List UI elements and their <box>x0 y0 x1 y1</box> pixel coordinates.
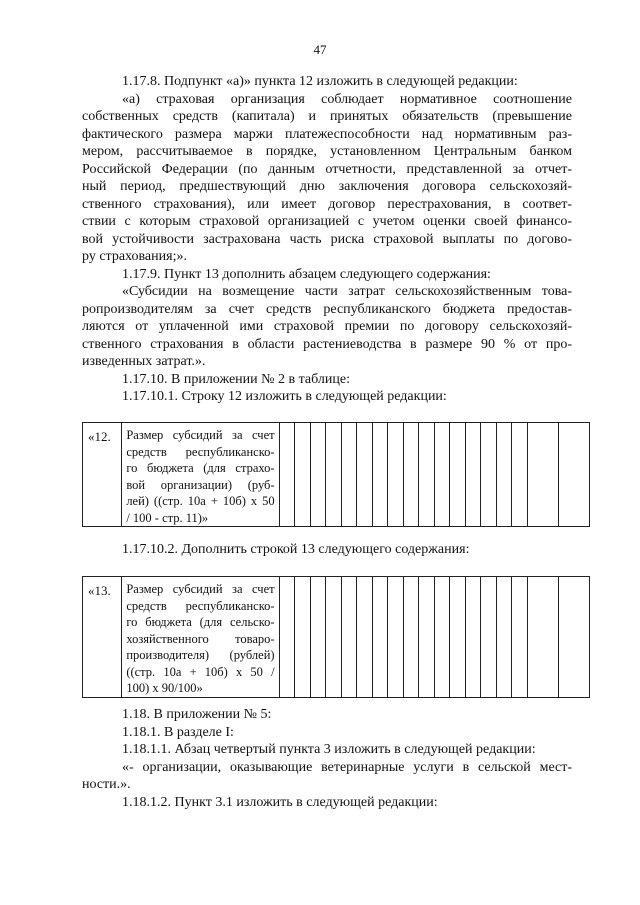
empty-cell <box>295 423 311 527</box>
text-line: ный период, предшествующий дню заключения договора сельскохозяй- <box>82 179 572 194</box>
text-line: «Субсидии на возмещение части затрат сельскохозяйственным това- <box>122 284 572 299</box>
empty-cell <box>527 577 558 698</box>
empty-cell <box>434 423 450 527</box>
empty-cell <box>558 577 589 698</box>
table-row-12 <box>82 422 590 527</box>
empty-cell <box>388 423 404 527</box>
text-line: 1.18.1.2. Пункт 3.1 изложить в следующей редакции: <box>122 794 438 810</box>
row-description-cell: Размер субсидий за счет средств республиканско- го бюджета (для сельско- хозяйственного товаро- производителя) (рублей) ((стр. 10а + 10б) х 50 / 100) х 90/100» <box>122 577 279 698</box>
text-block-1 <box>82 73 572 406</box>
text-line: 1.17.8. Подпункт «а)» пункта 12 изложить в следующей редакции: <box>122 74 518 89</box>
text-line: 1.17.10.1. Строку 12 изложить в следующей редакции: <box>122 389 447 404</box>
empty-cell <box>357 423 373 527</box>
text-line: 1.17.10.2. Дополнить строкой 13 следующего содержания: <box>122 542 470 557</box>
empty-cell <box>419 423 435 527</box>
empty-cell <box>496 423 512 527</box>
empty-cell <box>279 577 295 698</box>
empty-cell <box>341 423 357 527</box>
empty-cell <box>512 577 528 698</box>
text-block-3 <box>82 706 572 811</box>
row-number-cell: «13. <box>83 577 122 698</box>
text-line: мером, рассчитываемое в порядке, установленном Центральным банком <box>82 144 572 159</box>
row-number-cell: «12. <box>83 423 122 527</box>
empty-cell <box>558 423 589 527</box>
text-line: 1.17.10. В приложении № 2 в таблице: <box>122 371 350 387</box>
text-line: собственных средств (капитала) и принятых обязательств (превышение <box>82 109 572 124</box>
empty-cell <box>310 577 326 698</box>
text-block-2 <box>82 541 572 559</box>
empty-cell <box>403 577 419 698</box>
text-line: «а) страховая организация соблюдает нормативное соотношение <box>122 91 572 107</box>
empty-cell <box>450 577 466 698</box>
empty-cell <box>450 423 466 527</box>
empty-cell <box>496 577 512 698</box>
empty-cell <box>341 577 357 698</box>
text-line: фактического размера маржи платежеспособности над нормативным раз- <box>82 126 572 142</box>
empty-cell <box>388 577 404 698</box>
empty-cell <box>357 577 373 698</box>
text-line: изведенных затрат.». <box>82 354 206 369</box>
empty-cell <box>465 423 481 527</box>
empty-cell <box>465 577 481 698</box>
text-line: ствии с которым страховой организацией с учетом оценки своей финансо- <box>82 214 572 229</box>
text-line: вой устойчивости застрахована часть риска страховой выплаты по догово- <box>82 231 572 247</box>
text-line: 1.18. В приложении № 5: <box>122 707 272 722</box>
empty-cell <box>481 423 497 527</box>
text-line: ственного страхования в области растениеводства в размере 90 % от про- <box>82 336 572 352</box>
text-line: Российской Федерации (по данным отчетности, представленной за отчет- <box>82 161 572 177</box>
empty-cell <box>512 423 528 527</box>
text-line: ропроизводителям за счет средств республиканского бюджета предостав- <box>82 301 572 317</box>
empty-cell <box>419 577 435 698</box>
text-line: «- организации, оказывающие ветеринарные услуги в сельской мест- <box>122 759 572 775</box>
page-number: 47 <box>313 42 327 57</box>
empty-cell <box>295 577 311 698</box>
empty-cell <box>326 577 342 698</box>
text-line: ности.». <box>82 777 131 792</box>
empty-cell <box>481 577 497 698</box>
text-line: ственного страхования), или имеет договор перестрахования, в соответ- <box>82 196 572 212</box>
empty-cell <box>310 423 326 527</box>
empty-cell <box>434 577 450 698</box>
empty-cell <box>372 577 388 698</box>
text-line: 1.18.1.1. Абзац четвертый пункта 3 изложить в следующей редакции: <box>122 742 536 757</box>
empty-cell <box>403 423 419 527</box>
empty-cell <box>372 423 388 527</box>
text-line: 1.17.9. Пункт 13 дополнить абзацем следующего содержания: <box>122 266 491 282</box>
empty-cell <box>279 423 295 527</box>
row-description-cell: Размер субсидий за счет средств республиканско- го бюджета (для страхо- вой организации) (руб- лей) ((стр. 10а + 10б) х 50 / 100 - стр. 11)» <box>122 423 279 527</box>
empty-cell <box>527 423 558 527</box>
text-line: ляются от уплаченной ими страховой премии по договору сельскохозяй- <box>82 319 572 334</box>
empty-cell <box>326 423 342 527</box>
table-row-13 <box>82 576 590 698</box>
text-line: 1.18.1. В разделе I: <box>122 724 234 740</box>
text-line: ру страхования;». <box>82 249 187 264</box>
